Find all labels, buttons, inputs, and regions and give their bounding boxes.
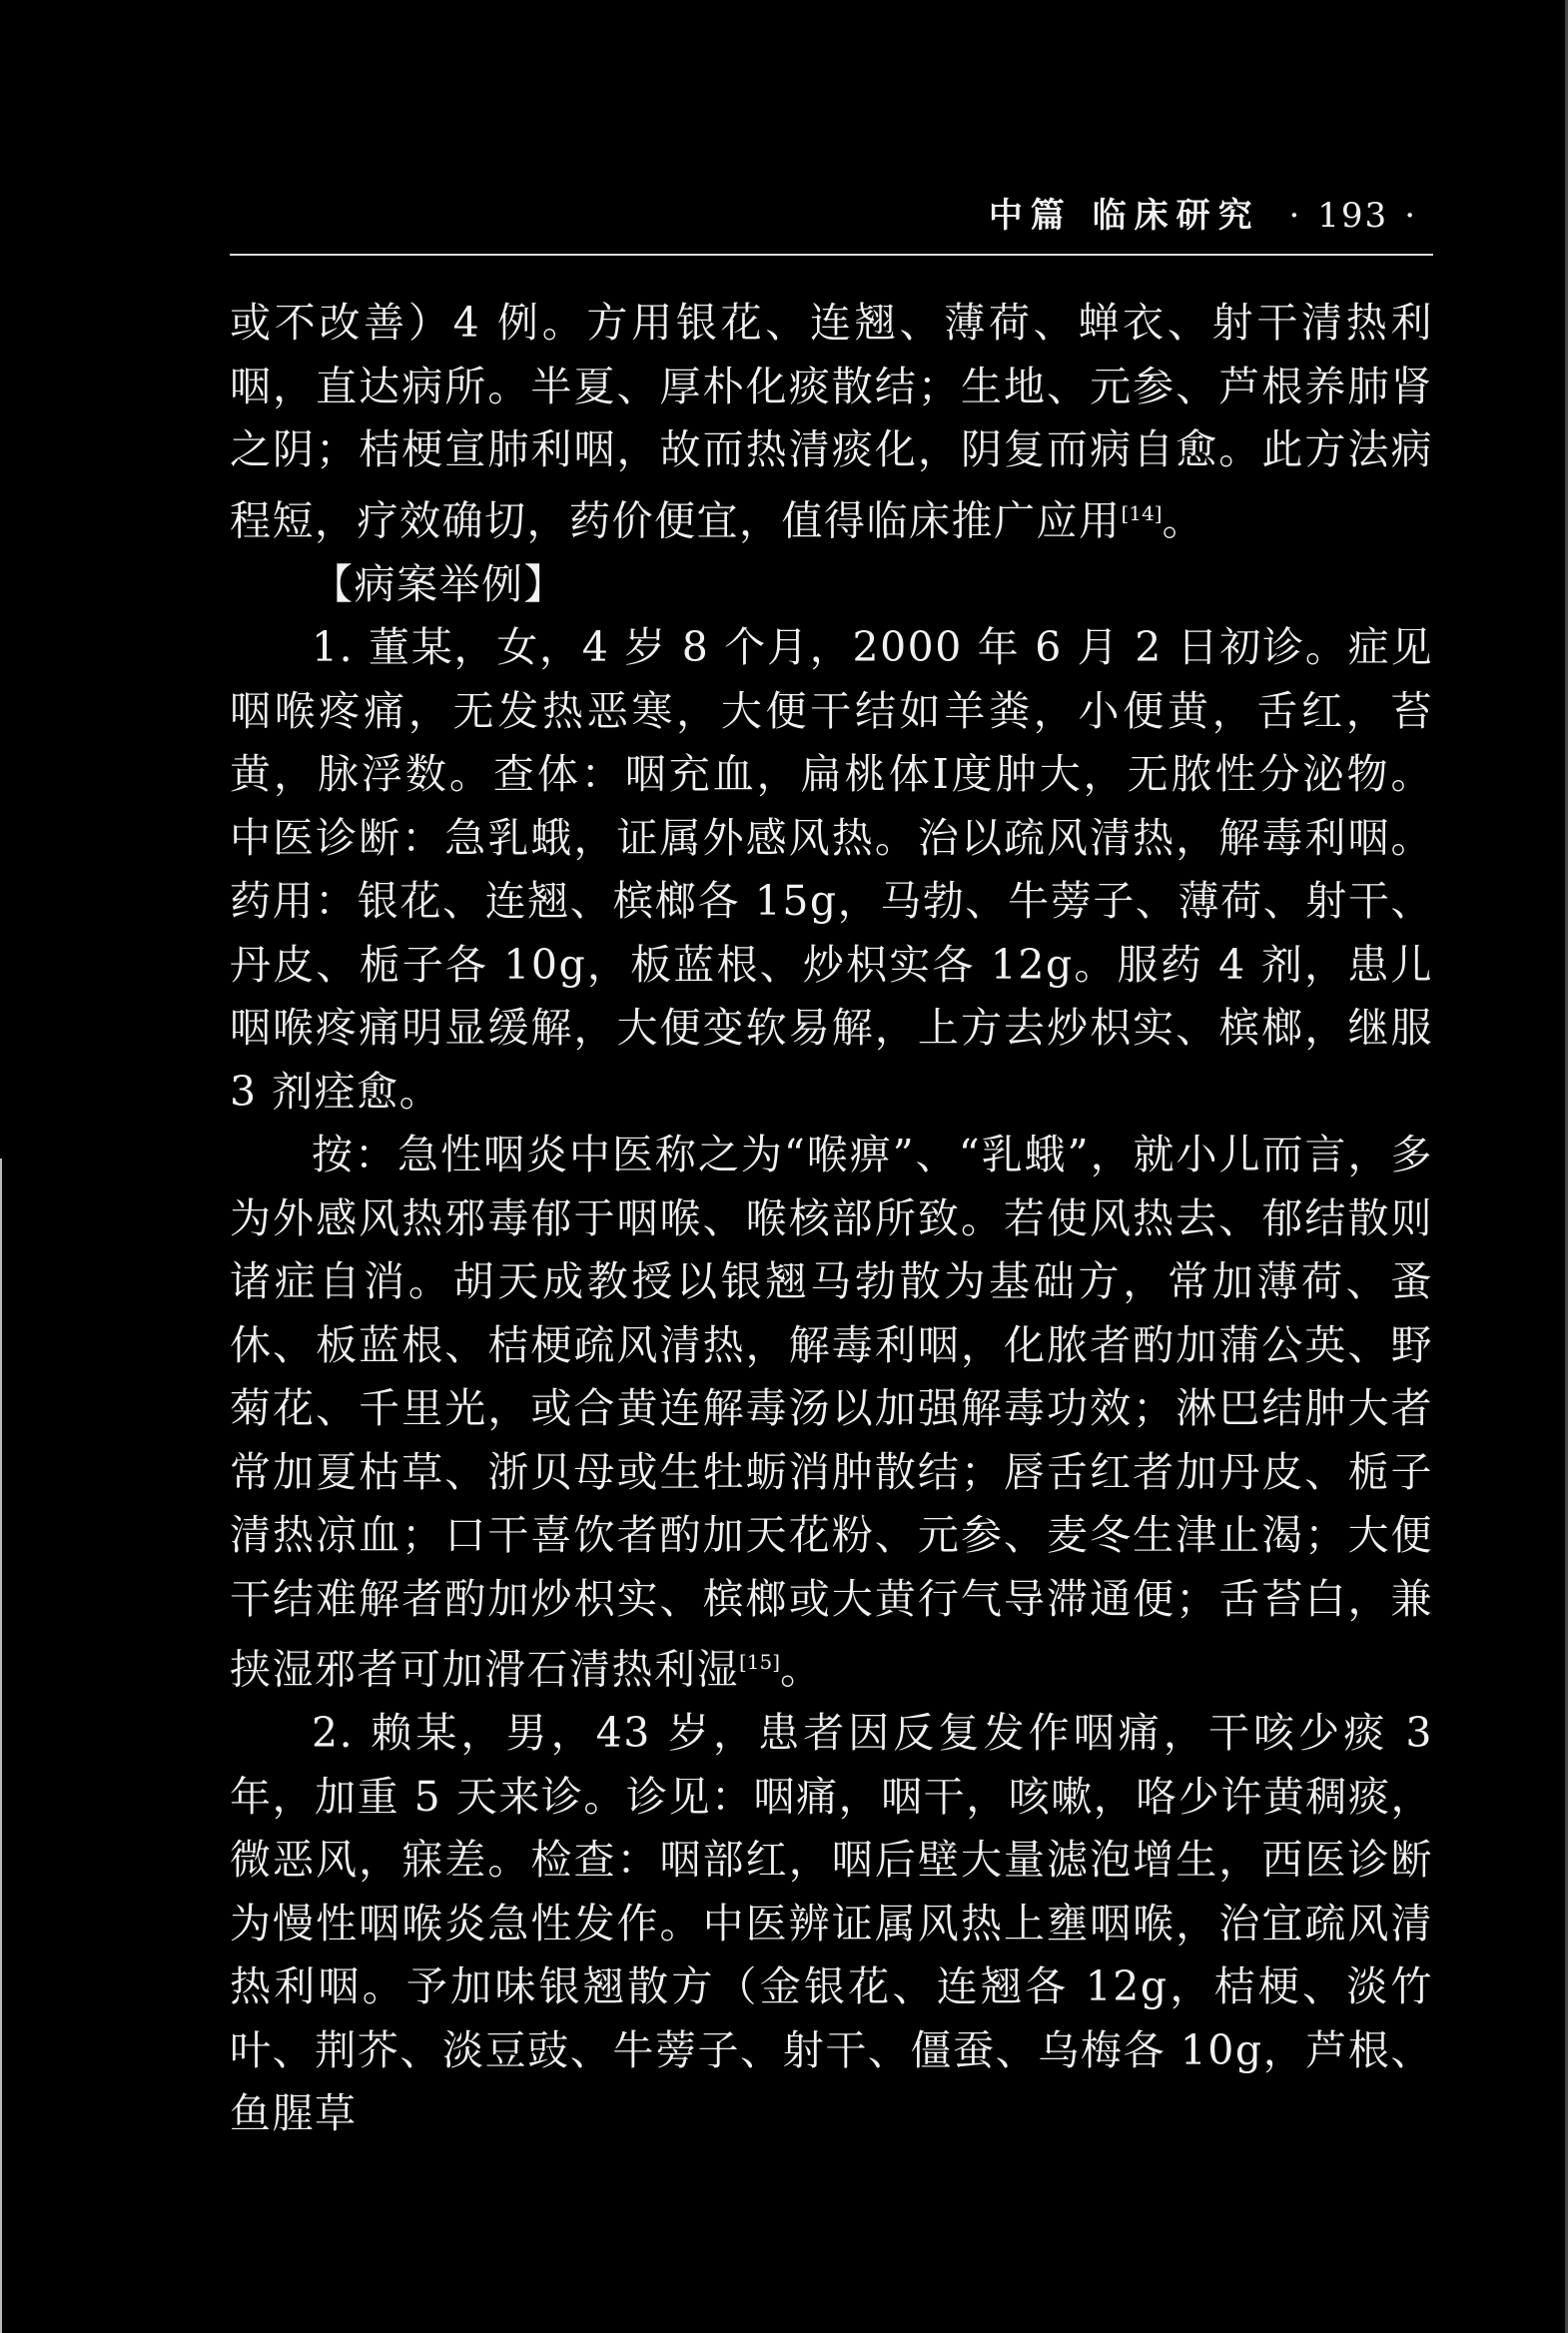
citation-ref: [15] — [739, 1650, 781, 1675]
section-title: 中篇 临床研究 — [988, 196, 1260, 236]
running-header — [230, 188, 1433, 244]
paragraph-text: 按：急性咽炎中医称之为“喉痹”、“乳蛾”，就小儿而言，多为外感风热邪毒郁于咽喉、喉核部所致。若使风热去、郁结散则诸症自消。胡天成教授以银翘马勃散为基础方，常加薄荷、蚤休、板蓝根、桔梗疏风清热，解毒利咽，化脓者酌加蒲公英、野菊花、千里光，或合黄连解毒汤以加强解毒功效；淋巴结肿大者常加夏枯草、浙贝母或生牡蛎消肿散结；唇舌红者加丹皮、栀子清热凉血；口干喜饮者酌加天花粉、元参、麦冬生津止渴；大便干结难解者酌加炒枳实、槟榔或大黄行气导滞通便；舌苔白，兼挟湿邪者可加滑石清热利湿 — [230, 1131, 1433, 1694]
case-paragraph-2: 2. 赖某，男，43 岁，患者因反复发作咽痛，干咳少痰 3 年，加重 5 天来诊。诊见：咽痛，咽干，咳嗽，咯少许黄稠痰，微恶风，寐差。检查：咽部红，咽后壁大量滤泡增生，西医诊断为慢性咽喉炎急性发作。中医辨证属风热上壅咽喉，治宜疏风清热利咽。予加味银翘散方（金银花、连翘各 12g，桔梗、淡竹叶、荆芥、淡豆豉、牛蒡子、射干、僵蚕、乌梅各 10g，芦根、鱼腥草 — [230, 1709, 1433, 2138]
paragraph — [230, 292, 1433, 553]
header-rule — [230, 254, 1433, 256]
section-heading: 【病案举例】 — [312, 559, 566, 608]
paragraph-end: 。 — [780, 1645, 823, 1694]
citation-ref: [14] — [1121, 500, 1163, 525]
commentary-paragraph — [230, 1124, 1433, 1702]
page-number: 193 — [1317, 196, 1389, 236]
case-paragraph-1: 1. 董某，女，4 岁 8 个月，2000 年 6 月 2 日初诊。症见咽喉疼痛，无发热恶寒，大便干结如羊粪，小便黄，舌红，苔黄，脉浮数。查体：咽充血，扁桃体Ⅰ度肿大，无脓性分泌物。中医诊断：急乳蛾，证属外感风热。治以疏风清热，解毒利咽。药用：银花、连翘、槟榔各 15g，马勃、牛蒡子、薄荷、射干、丹皮、栀子各 10g，板蓝根、炒枳实各 12g。服药 4 剂，患儿咽喉疼痛明显缓解，大便变软易解，上方去炒枳实、槟榔，继服 3 剂痊愈。 — [230, 623, 1433, 1116]
separator-dot: · — [1404, 196, 1417, 236]
paragraph-end: 。 — [1162, 496, 1205, 545]
page-edge-left — [0, 1159, 2, 2333]
body-text — [230, 292, 1433, 2146]
paragraph-text: 或不改善）4 例。方用银花、连翘、薄荷、蝉衣、射干清热利咽，直达病所。半夏、厚朴化痰散结；生地、元参、芦根养肺肾之阴；桔梗宣肺利咽，故而热清痰化，阴复而病自愈。此方法病程短，疗效确切，药价便宜，值得临床推广应用 — [230, 299, 1433, 545]
separator-dot: · — [1288, 196, 1302, 236]
